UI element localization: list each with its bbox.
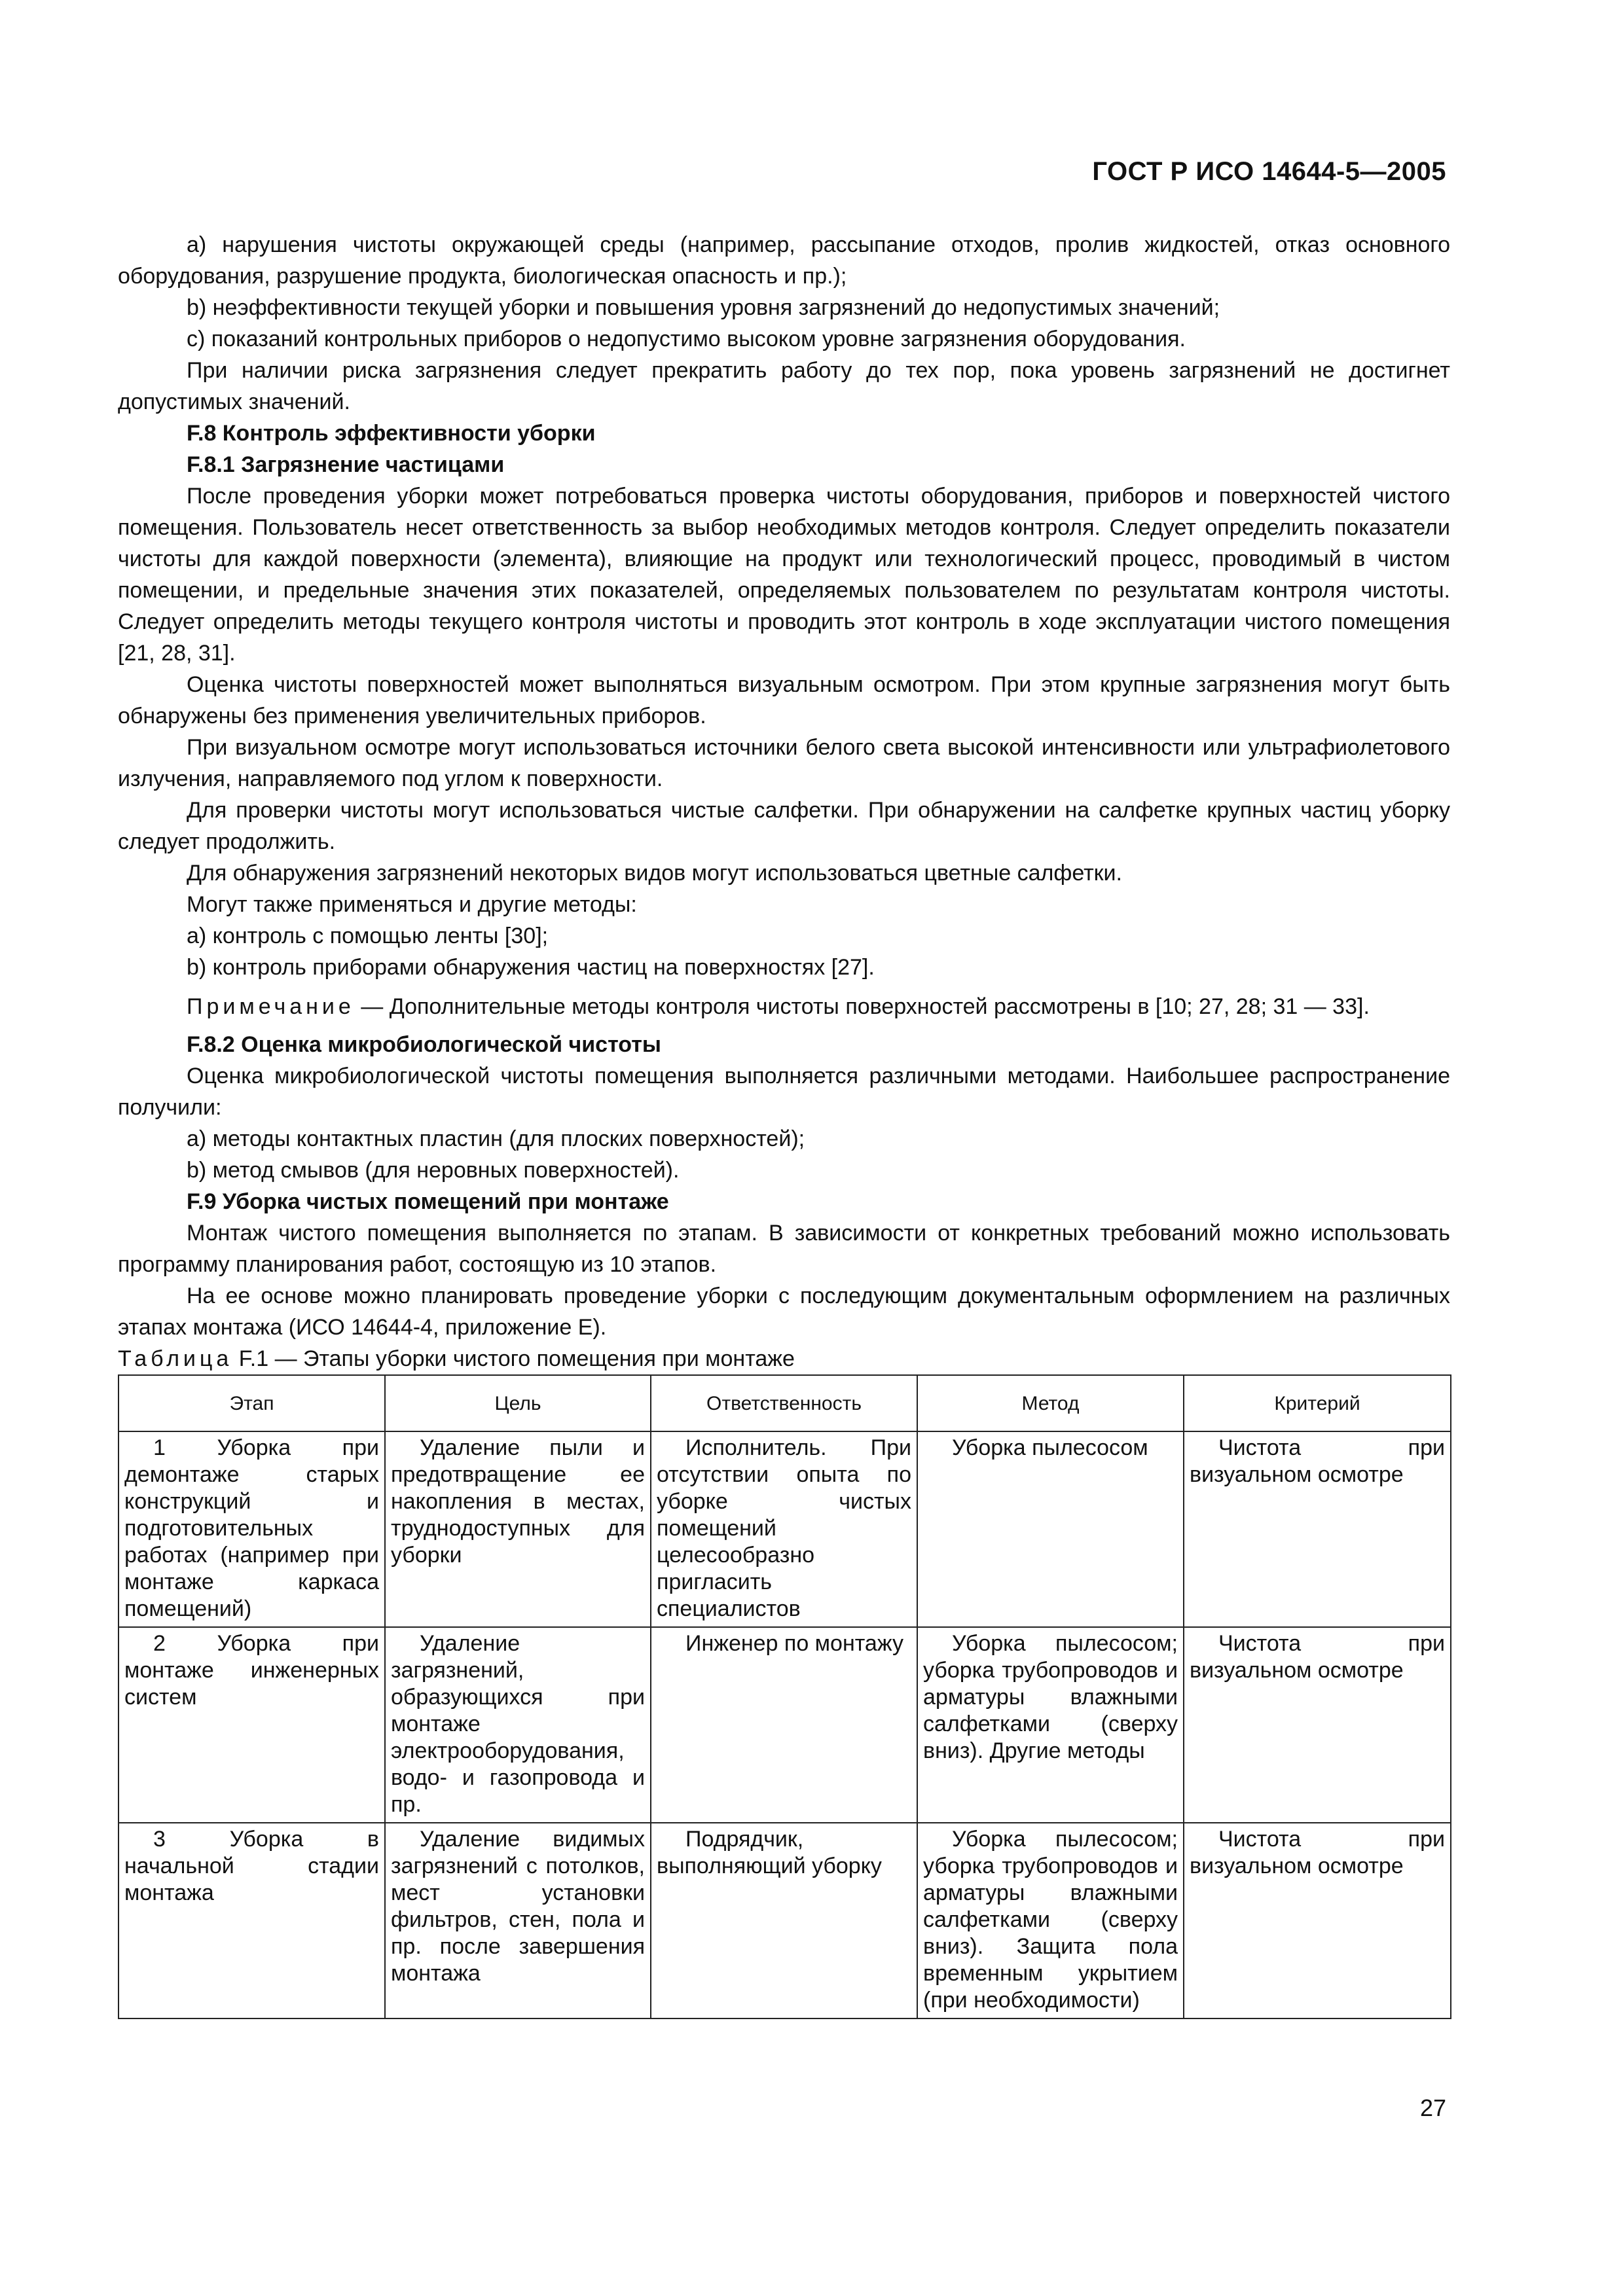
paragraph: b) контроль приборами обнаружения частиц на поверхностях [27]. [187,955,875,980]
table-cell: Уборка пылесосом; уборка трубопроводов и арматуры влажными салфетками (сверху вниз). Другие методы [917,1627,1184,1823]
paragraph: Для проверки чистоты могут использоваться чистые салфетки. При обнаружении на салфетке крупных частиц уборку следует продолжить. [118,798,1450,854]
table-cell: Удаление загрязнений, образующихся при монтаже электрооборудования, водо- и газопровода и пр. [385,1627,651,1823]
paragraph: Оценка чистоты поверхностей может выполняться визуальным осмотром. При этом крупные загрязнения могут быть обнаружены без применения увеличительных приборов. [118,672,1450,728]
column-header: Метод [917,1375,1184,1431]
document-id-header: ГОСТ Р ИСО 14644-5—2005 [1092,157,1446,186]
table-cell: Уборка пылесосом; уборка трубопроводов и арматуры влажными салфетками (сверху вниз). Защита пола временным укрытием (при необходимости) [917,1823,1184,2018]
section-heading: F.8 Контроль эффективности уборки [187,421,596,446]
table-caption-text: F.1 — Этапы уборки чистого помещения при монтаже [238,1346,795,1371]
paragraph: с) показаний контрольных приборов о недопустимо высоком уровне загрязнения оборудования. [187,327,1186,351]
paragraph: b) метод смывов (для неровных поверхностей). [187,1158,680,1183]
paragraph: Для обнаружения загрязнений некоторых видов могут использоваться цветные салфетки. [187,861,1122,886]
paragraph: а) методы контактных пластин (для плоских поверхностей); [187,1126,805,1151]
table-cell: 1 Уборка при демонтаже старых конструкций и подготовительных работах (например при монтаже каркаса помещений) [119,1431,385,1627]
body-text [118,229,1450,2019]
paragraph: а) нарушения чистоты окружающей среды (например, рассыпание отходов, пролив жидкостей, отказ основного оборудования, разрушение продукта, биологическая опасность и пр.); [118,232,1450,289]
column-header: Критерий [1184,1375,1451,1431]
note-text: — Дополнительные методы контроля чистоты поверхностей рассмотрены в [10; 27, 28; 31 — 33]. [361,994,1370,1019]
paragraph: Монтаж чистого помещения выполняется по этапам. В зависимости от конкретных требований можно использовать программу планирования работ, состоящую из 10 этапов. [118,1221,1450,1277]
table-cell: Чистота при визуальном осмотре [1184,1431,1451,1627]
paragraph: После проведения уборки может потребоваться проверка чистоты оборудования, приборов и поверхностей чистого помещения. Пользователь несет ответственность за выбор необходимых методов контроля. Следует определить показатели чистоты для каждой поверхности (элемента), влияющие на продукт или технологический процесс, проводимый в чистом помещении, и предельные значения этих показателей, определяемых пользователем по результатам контроля чистоты. Следует определить методы текущего контроля чистоты и проводить этот контроль в ходе эксплуатации чистого помещения [21, 28, 31]. [118,484,1450,666]
paragraph: При визуальном осмотре могут использоваться источники белого света высокой интенсивности или ультрафиолетового излучения, направляемого под углом к поверхности. [118,735,1450,791]
paragraph: Оценка микробиологической чистоты помещения выполняется различными методами. Наибольшее распространение получили: [118,1064,1450,1120]
section-heading: F.9 Уборка чистых помещений при монтаже [187,1189,669,1214]
table-cell: 3 Уборка в начальной стадии монтажа [119,1823,385,2018]
table-cell: Инженер по монтажу [651,1627,917,1823]
table-row [119,1823,1451,2018]
column-header: Этап [119,1375,385,1431]
paragraph: а) контроль с помощью ленты [30]; [187,924,549,948]
note-label: Примечание [187,994,355,1019]
page-number: 27 [1419,2094,1446,2121]
stages-table [118,1374,1451,2019]
column-header: Ответственность [651,1375,917,1431]
table-cell: Чистота при визуальном осмотре [1184,1627,1451,1823]
table-cell: 2 Уборка при монтаже инженерных систем [119,1627,385,1823]
paragraph: Могут также применяться и другие методы: [187,892,637,917]
column-header: Цель [385,1375,651,1431]
table-cell: Уборка пылесосом [917,1431,1184,1627]
subsection-heading: F.8.1 Загрязнение частицами [187,452,505,477]
paragraph: b) неэффективности текущей уборки и повышения уровня загрязнений до недопустимых значений; [187,295,1220,320]
table-row [119,1627,1451,1823]
table-cell: Исполнитель. При отсутствии опыта по уборке чистых помещений целесообразно пригласить специалистов [651,1431,917,1627]
note [118,991,1450,1022]
table-cell: Удаление видимых загрязнений с потолков, мест установки фильтров, стен, пола и пр. после завершения монтажа [385,1823,651,2018]
paragraph: При наличии риска загрязнения следует прекратить работу до тех пор, пока уровень загрязнений не достигнет допустимых значений. [118,358,1450,414]
table-row [119,1431,1451,1627]
paragraph: На ее основе можно планировать проведение уборки с последующим документальным оформлением на различных этапах монтажа (ИСО 14644-4, приложение Е). [118,1283,1450,1340]
table-cell: Удаление пыли и предотвращение ее накопления в местах, труднодоступных для уборки [385,1431,651,1627]
table-cell: Чистота при визуальном осмотре [1184,1823,1451,2018]
table-caption [118,1343,1450,1374]
table-cell: Подрядчик, выполняющий уборку [651,1823,917,2018]
table-caption-label: Таблица [118,1346,233,1371]
subsection-heading: F.8.2 Оценка микробиологической чистоты [187,1032,661,1057]
table-header-row [119,1375,1451,1431]
